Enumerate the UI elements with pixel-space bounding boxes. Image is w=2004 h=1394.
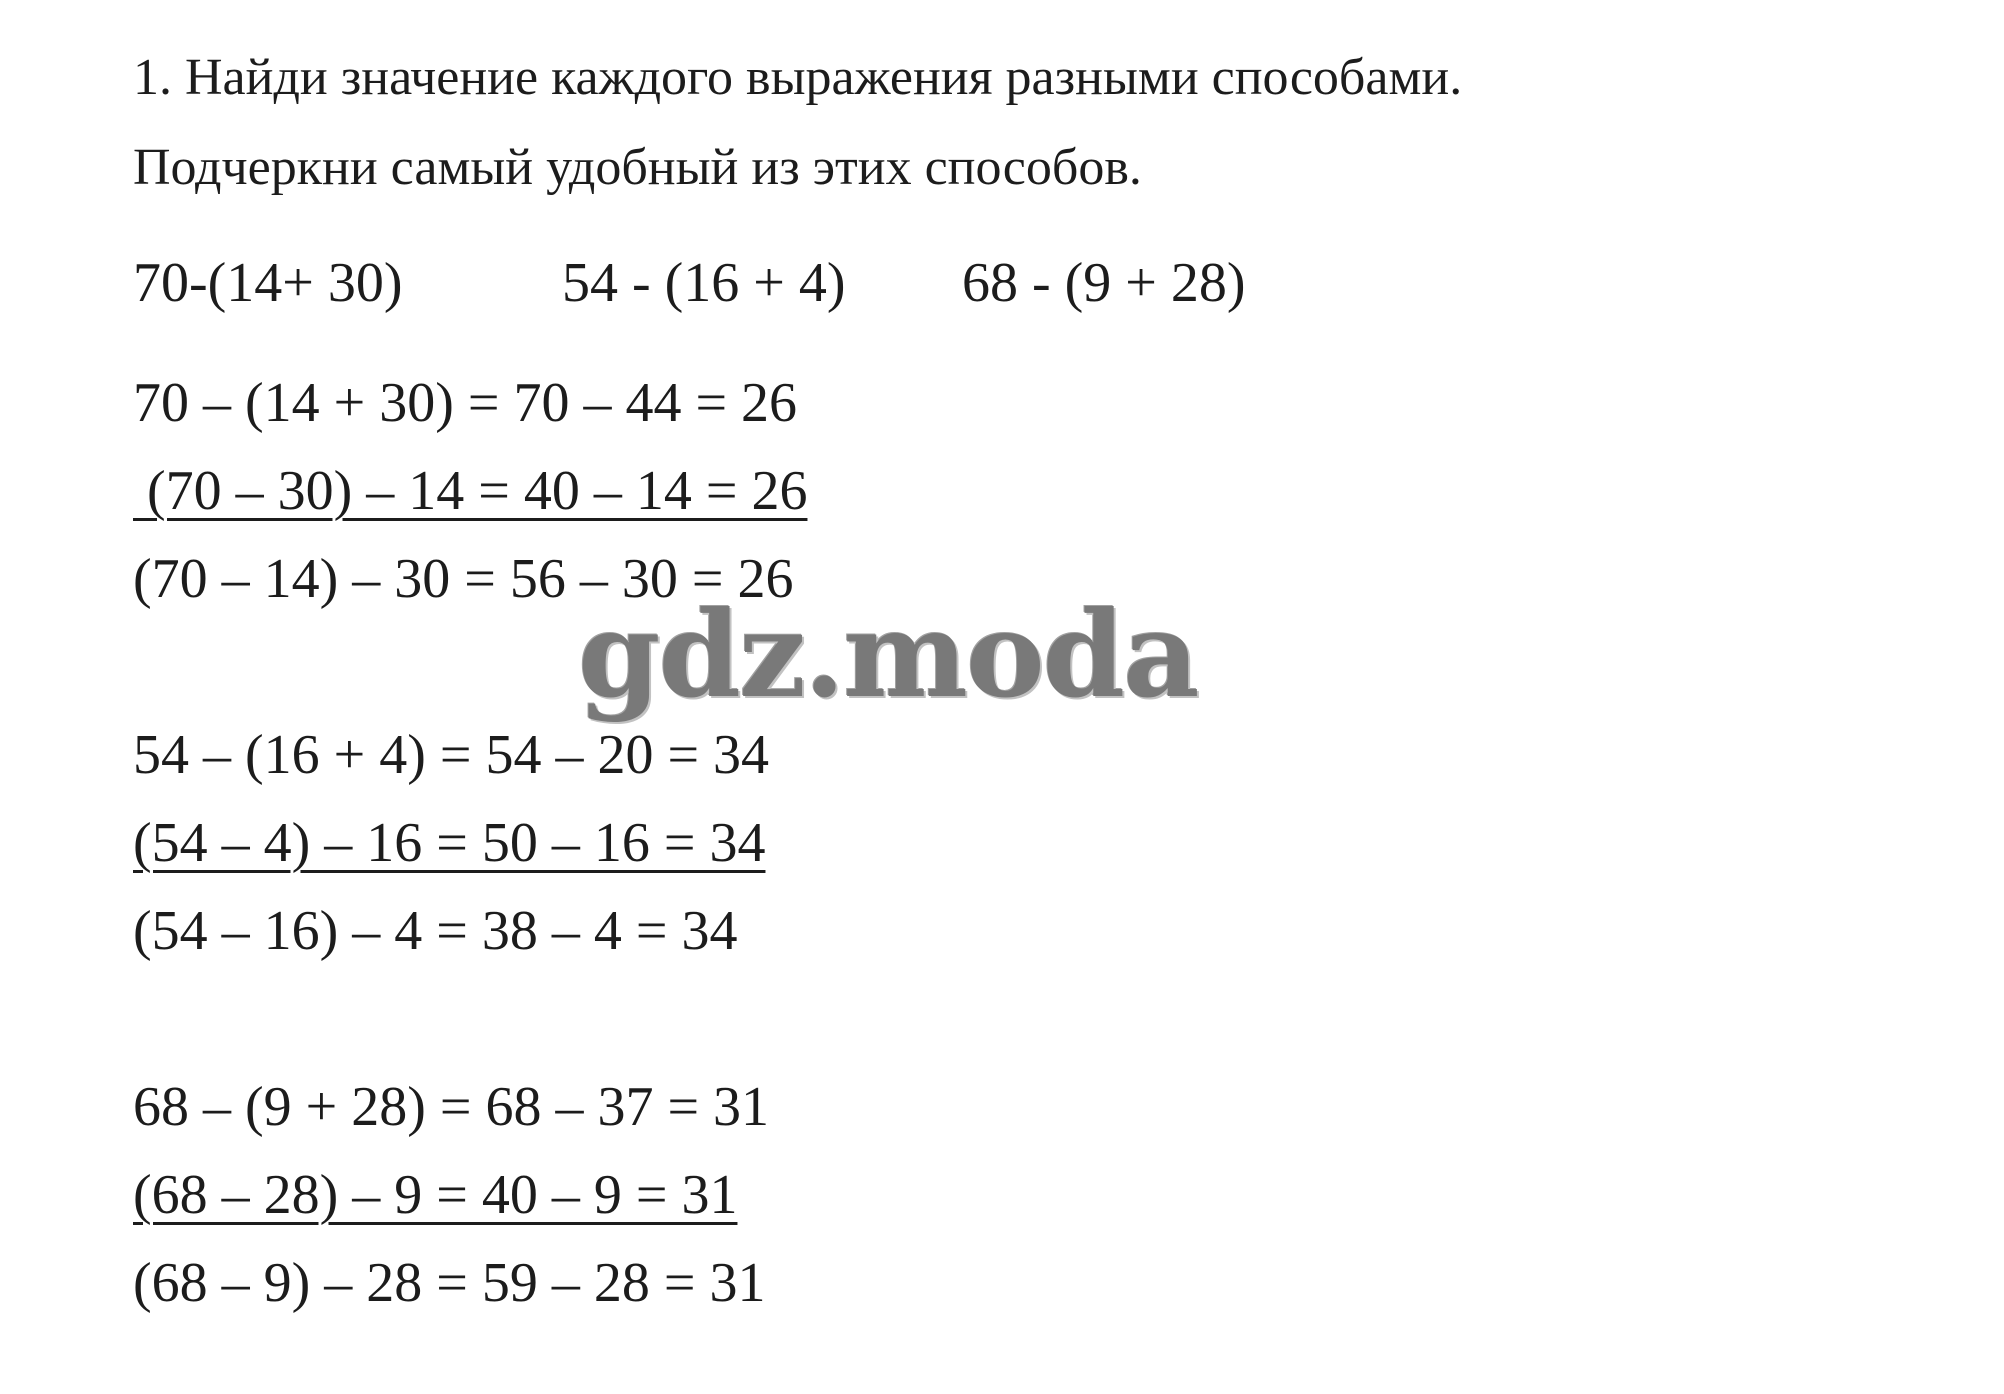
solution-3-row-3: (68 – 9) – 28 = 59 – 28 = 31 xyxy=(133,1252,766,1314)
solution-3-row-1: 68 – (9 + 28) = 68 – 37 = 31 xyxy=(133,1076,770,1138)
task-instruction-line-1: 1. Найди значение каждого выражения разными способами. xyxy=(133,49,1463,106)
solution-2-row-2-underlined: (54 – 4) – 16 = 50 – 16 = 34 xyxy=(133,812,766,874)
expression-3: 68 - (9 + 28) xyxy=(962,252,1246,314)
solution-1-row-2-underlined: (70 – 30) – 14 = 40 – 14 = 26 xyxy=(133,460,808,522)
task-instruction-line-2: Подчеркни самый удобный из этих способов. xyxy=(133,139,1142,196)
solution-2-row-1: 54 – (16 + 4) = 54 – 20 = 34 xyxy=(133,724,770,786)
watermark-logo: gdz.moda xyxy=(578,585,1198,724)
expression-2: 54 - (16 + 4) xyxy=(562,252,846,314)
solution-1-row-1: 70 – (14 + 30) = 70 – 44 = 26 xyxy=(133,372,798,434)
solution-2-row-3: (54 – 16) – 4 = 38 – 4 = 34 xyxy=(133,900,738,962)
solution-3-row-2-underlined: (68 – 28) – 9 = 40 – 9 = 31 xyxy=(133,1164,738,1226)
expression-1: 70-(14+ 30) xyxy=(133,252,403,314)
solution-1-row-3: (70 – 14) – 30 = 56 – 30 = 26 xyxy=(133,548,794,610)
